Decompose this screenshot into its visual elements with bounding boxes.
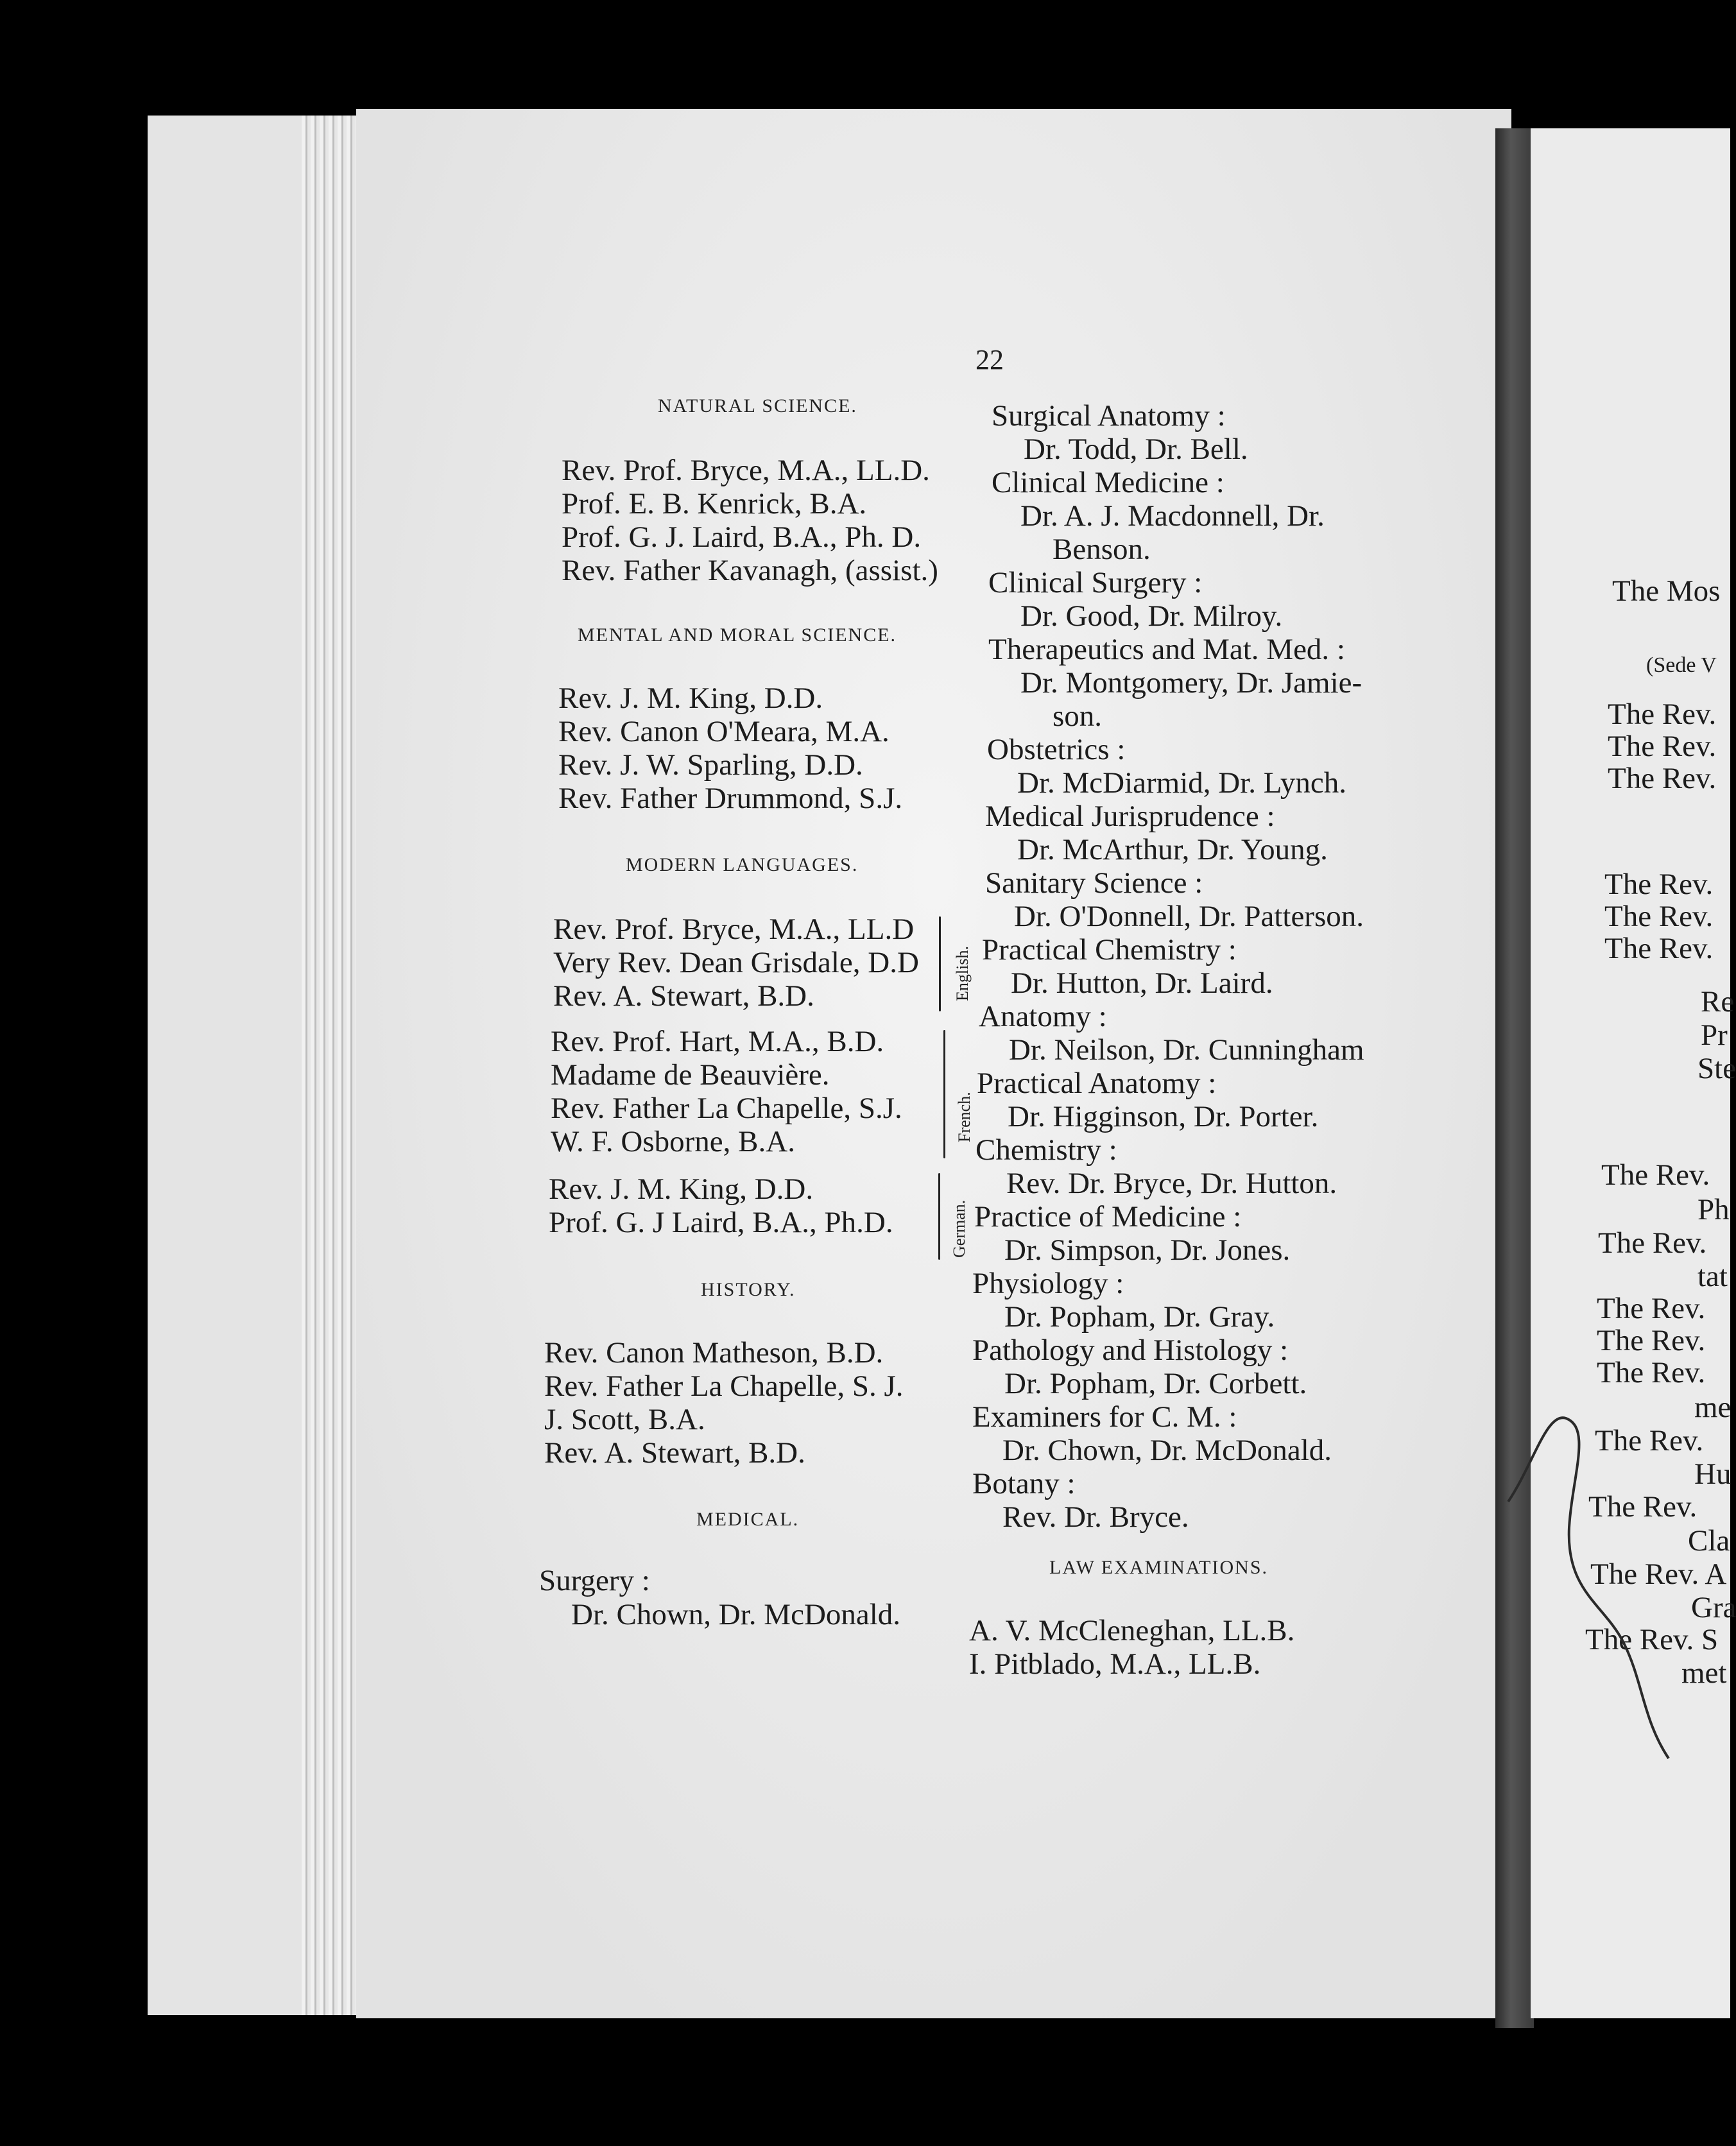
facing-fragment: Ste xyxy=(1697,1052,1736,1085)
facing-fragment: The Rev. xyxy=(1604,900,1714,933)
english-item: Rev. A. Stewart, B.D. xyxy=(553,979,814,1013)
right-line: Dr. Higginson, Dr. Porter. xyxy=(1008,1100,1319,1133)
right-line: Practical Anatomy : xyxy=(977,1067,1217,1100)
surgery-label: Surgery : xyxy=(539,1564,650,1597)
french-item: Rev. Father La Chapelle, S.J. xyxy=(551,1092,902,1125)
right-line: Benson. xyxy=(1053,533,1151,566)
mental-moral-item: Rev. Father Drummond, S.J. xyxy=(558,782,903,815)
facing-fragment: me xyxy=(1694,1391,1732,1424)
facing-fragment: The Rev. xyxy=(1595,1424,1704,1457)
right-line: Anatomy : xyxy=(979,1000,1107,1033)
facing-fragment: Ph xyxy=(1697,1193,1730,1226)
natural-science-item: Prof. E. B. Kenrick, B.A. xyxy=(562,487,867,520)
history-item: Rev. A. Stewart, B.D. xyxy=(544,1436,805,1470)
facing-fragment: The Rev. xyxy=(1608,698,1717,731)
facing-fragment: The Rev. xyxy=(1604,932,1714,965)
english-brace xyxy=(939,916,941,1011)
french-item: Madame de Beauvière. xyxy=(551,1058,830,1092)
mental-moral-item: Rev. J. M. King, D.D. xyxy=(558,682,823,715)
facing-fragment: The Rev. xyxy=(1608,762,1717,795)
law-heading: LAW EXAMINATIONS. xyxy=(1049,1557,1269,1578)
right-line: Dr. McArthur, Dr. Young. xyxy=(1017,833,1328,866)
law-item: I. Pitblado, M.A., LL.B. xyxy=(969,1647,1261,1681)
right-line: Dr. McDiarmid, Dr. Lynch. xyxy=(1017,766,1347,800)
right-line: Dr. Hutton, Dr. Laird. xyxy=(1011,966,1273,1000)
right-line: Practical Chemistry : xyxy=(982,933,1237,966)
natural-science-heading: NATURAL SCIENCE. xyxy=(658,395,857,416)
facing-fragment: The Rev. xyxy=(1604,868,1714,901)
facing-fragment: Cla xyxy=(1688,1524,1730,1558)
french-brace xyxy=(943,1030,945,1158)
facing-fragment: The Rev. xyxy=(1597,1356,1706,1389)
right-line: Pathology and Histology : xyxy=(972,1334,1289,1367)
facing-fragment: Hu xyxy=(1694,1457,1732,1491)
facing-fragment: The Mos xyxy=(1612,574,1721,608)
facing-fragment: The Rev. S xyxy=(1585,1623,1719,1656)
facing-fragment: The Rev. xyxy=(1601,1158,1710,1192)
mental-moral-heading: MENTAL AND MORAL SCIENCE. xyxy=(578,624,897,646)
right-line: Medical Jurisprudence : xyxy=(985,800,1275,833)
facing-fragment: The Rev. xyxy=(1588,1490,1697,1524)
natural-science-item: Prof. G. J. Laird, B.A., Ph. D. xyxy=(562,520,922,554)
right-line: Chemistry : xyxy=(975,1133,1117,1167)
history-heading: HISTORY. xyxy=(701,1279,796,1300)
natural-science-item: Rev. Prof. Bryce, M.A., LL.D. xyxy=(562,454,930,487)
right-line: Sanitary Science : xyxy=(985,866,1203,900)
right-line: Clinical Surgery : xyxy=(988,566,1203,599)
stray-thread xyxy=(1495,1399,1730,1758)
history-item: J. Scott, B.A. xyxy=(544,1403,705,1436)
right-line: Botany : xyxy=(972,1467,1076,1500)
right-line: Practice of Medicine : xyxy=(974,1200,1242,1233)
right-line: Dr. Neilson, Dr. Cunningham xyxy=(1009,1033,1364,1067)
history-item: Rev. Canon Matheson, B.D. xyxy=(544,1336,884,1369)
right-line: Surgical Anatomy : xyxy=(992,399,1226,433)
mental-moral-item: Rev. J. W. Sparling, D.D. xyxy=(558,748,863,782)
french-label: French. xyxy=(955,1092,974,1142)
facing-fragment: met xyxy=(1681,1656,1727,1690)
right-line: Dr. Popham, Dr. Corbett. xyxy=(1004,1367,1307,1400)
right-line: Clinical Medicine : xyxy=(992,466,1225,499)
page-edge-stack xyxy=(302,116,359,2015)
facing-fragment: Re xyxy=(1701,985,1735,1018)
right-line: Dr. Todd, Dr. Bell. xyxy=(1024,433,1248,466)
right-line: Dr. O'Donnell, Dr. Patterson. xyxy=(1014,900,1364,933)
right-line: Dr. Good, Dr. Milroy. xyxy=(1020,599,1283,633)
right-line: Dr. A. J. Macdonnell, Dr. xyxy=(1020,499,1325,533)
right-line: Rev. Dr. Bryce. xyxy=(1002,1500,1189,1534)
french-item: W. F. Osborne, B.A. xyxy=(551,1125,795,1158)
facing-fragment: The Rev. xyxy=(1597,1324,1706,1357)
medical-heading: MEDICAL. xyxy=(696,1509,800,1530)
natural-science-item: Rev. Father Kavanagh, (assist.) xyxy=(562,554,938,587)
german-brace xyxy=(938,1173,940,1260)
german-item: Rev. J. M. King, D.D. xyxy=(549,1172,814,1206)
facing-fragment: The Rev. xyxy=(1597,1292,1706,1325)
facing-fragment: Gra xyxy=(1691,1591,1736,1624)
modern-languages-heading: MODERN LANGUAGES. xyxy=(626,854,859,875)
right-line: Dr. Montgomery, Dr. Jamie- xyxy=(1020,666,1362,700)
facing-fragment: tat xyxy=(1697,1260,1728,1293)
french-item: Rev. Prof. Hart, M.A., B.D. xyxy=(551,1025,884,1058)
english-label: English. xyxy=(953,946,972,1001)
right-line: Physiology : xyxy=(972,1267,1124,1300)
facing-fragment: The Rev. xyxy=(1598,1226,1707,1260)
mental-moral-item: Rev. Canon O'Meara, M.A. xyxy=(558,715,889,748)
facing-fragment: Pr xyxy=(1701,1018,1728,1052)
facing-fragment: (Sede V xyxy=(1646,653,1717,677)
right-line: son. xyxy=(1053,700,1103,733)
right-line: Dr. Simpson, Dr. Jones. xyxy=(1004,1233,1291,1267)
right-line: Examiners for C. M. : xyxy=(972,1400,1237,1434)
page-number: 22 xyxy=(975,344,1004,375)
english-item: Very Rev. Dean Grisdale, D.D xyxy=(553,946,919,979)
facing-fragment: The Rev. A xyxy=(1590,1558,1727,1591)
surgery-examiners: Dr. Chown, Dr. McDonald. xyxy=(571,1598,901,1631)
law-item: A. V. McCleneghan, LL.B. xyxy=(969,1614,1295,1647)
right-line: Rev. Dr. Bryce, Dr. Hutton. xyxy=(1006,1167,1337,1200)
english-item: Rev. Prof. Bryce, M.A., LL.D xyxy=(553,913,915,946)
right-line: Dr. Popham, Dr. Gray. xyxy=(1004,1300,1275,1334)
german-label: German. xyxy=(950,1199,968,1258)
german-item: Prof. G. J Laird, B.A., Ph.D. xyxy=(549,1206,893,1239)
facing-fragment: The Rev. xyxy=(1608,730,1717,763)
right-line: Therapeutics and Mat. Med. : xyxy=(988,633,1345,666)
history-item: Rev. Father La Chapelle, S. J. xyxy=(544,1369,904,1403)
right-line: Obstetrics : xyxy=(987,733,1126,766)
right-line: Dr. Chown, Dr. McDonald. xyxy=(1002,1434,1332,1467)
